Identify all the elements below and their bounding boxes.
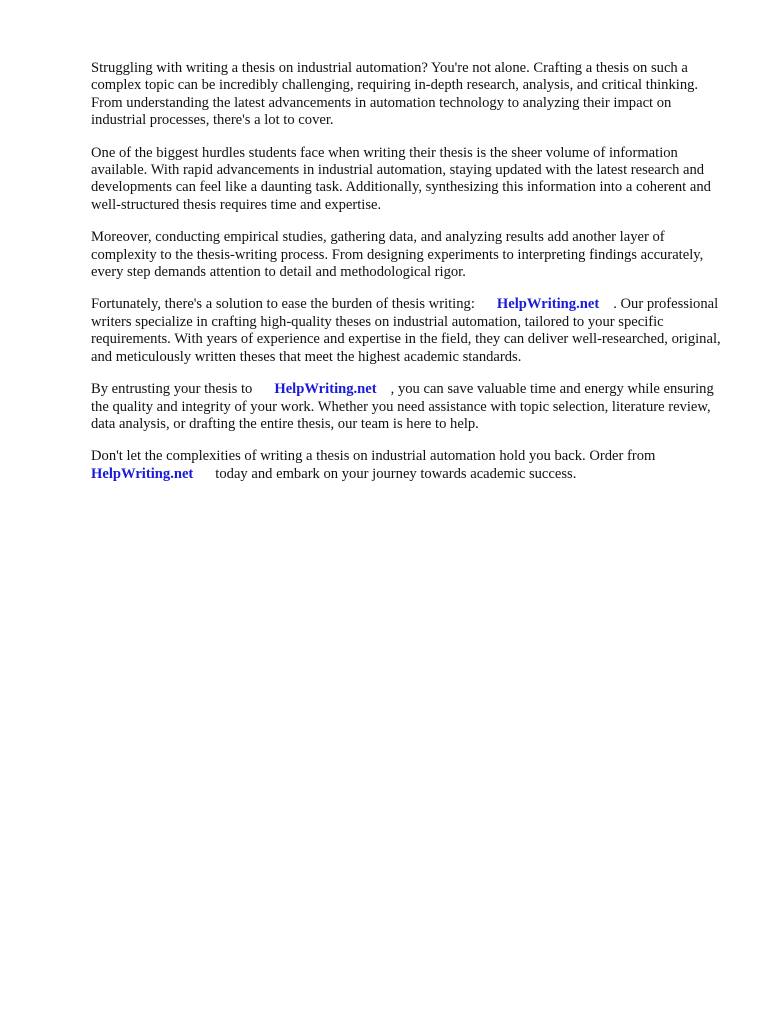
paragraph-entrusting-text-before: By entrusting your thesis to xyxy=(91,381,253,398)
helpwriting-link-1[interactable]: HelpWriting.net xyxy=(496,296,600,313)
paragraph-intro-text: Struggling with writing a thesis on industrial automation? You're not alone. Crafting a thesis on such a complex topic can be incredibly challenging, requiring in-depth research, analysis, and critical thinking. From understanding the latest advancements in automation technology to analyzing their impact on industrial processes, there's a lot to cover. xyxy=(91,60,699,129)
paragraph-solution-text-after: . Our professional writers specialize in crafting high-quality theses on industrial automation, tailored to your specific requirements. With years of experience and expertise in the field, they can deliver well-researched, original, and meticulously written theses that meet the highest academic standards. xyxy=(91,296,721,365)
document-body xyxy=(91,60,721,498)
paragraph-closing-text-before: Don't let the complexities of writing a thesis on industrial automation hold you back. Order from xyxy=(91,448,656,465)
paragraph-hurdles-text: One of the biggest hurdles students face when writing their thesis is the sheer volume of information available. With rapid advancements in industrial automation, staying updated with the latest research and developments can feel like a daunting task. Additionally, synthesizing this information into a coherent and well-structured thesis requires time and expertise. xyxy=(91,144,711,213)
paragraph-closing xyxy=(91,448,721,483)
paragraph-intro xyxy=(91,60,721,130)
helpwriting-link-3[interactable]: HelpWriting.net xyxy=(91,465,194,482)
paragraph-hurdles xyxy=(91,145,721,215)
helpwriting-link-2[interactable]: HelpWriting.net xyxy=(274,381,377,398)
paragraph-closing-text-after: today and embark on your journey towards academic success. xyxy=(215,465,577,482)
paragraph-entrusting-text-after: , you can save valuable time and energy while ensuring the quality and integrity of your work. Whether you need assistance with topic selection, literature review, data analysis, or drafting the entire thesis, our team is here to help. xyxy=(91,381,714,432)
paragraph-solution xyxy=(91,296,721,366)
paragraph-empirical xyxy=(91,229,721,281)
paragraph-solution-text-before: Fortunately, there's a solution to ease the burden of thesis writing: xyxy=(91,296,475,313)
paragraph-empirical-text: Moreover, conducting empirical studies, gathering data, and analyzing results add another layer of complexity to the thesis-writing process. From designing experiments to interpreting findings accurately, every step demands attention to detail and methodological rigor. xyxy=(91,229,704,281)
paragraph-entrusting xyxy=(91,381,721,433)
